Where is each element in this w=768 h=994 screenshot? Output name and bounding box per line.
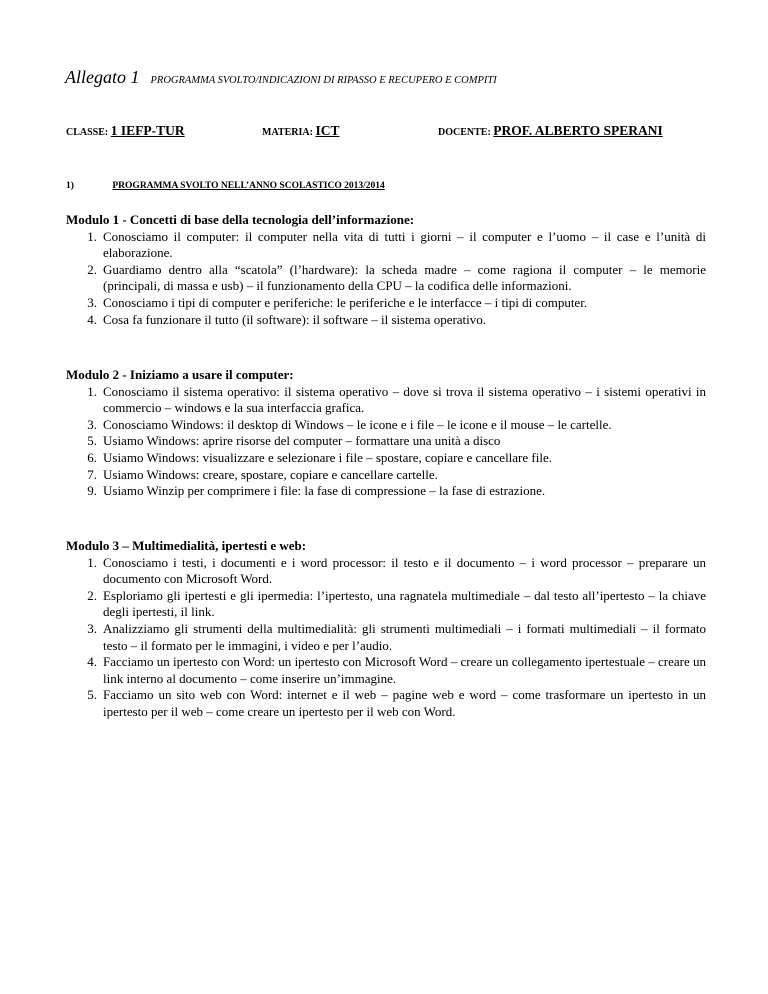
allegato-subtitle: PROGRAMMA SVOLTO/INDICAZIONI DI RIPASSO E RECUPERO E COMPITI (150, 75, 497, 86)
list-item (66, 467, 706, 484)
docente-value: PROF. ALBERTO SPERANI (493, 123, 663, 138)
item-text: Analizziamo gli strumenti della multimedialità: gli strumenti multimediali – i formati multimediali – il formato testo – il formato per le immagini, i video e per l’audio. (103, 620, 706, 653)
item-text: Conosciamo il sistema operativo: il sistema operativo – dove si trova il sistema operativo – i sistemi operativi in commercio – windows e la sua interfaccia grafica. (103, 383, 706, 416)
item-text: Conosciamo il computer: il computer nella vita di tutti i giorni – il computer e l’uomo – il case e l’unità di elaborazione. (103, 228, 706, 261)
modulo-items (66, 229, 706, 329)
item-text: Conosciamo Windows: il desktop di Windows – le icone e i file – le icone e il mouse – le cartelle. (103, 416, 612, 432)
list-item (66, 483, 706, 500)
item-number: 5. (87, 687, 97, 703)
list-item (66, 450, 706, 467)
document-header (65, 67, 497, 88)
allegato-title: Allegato 1 (65, 67, 140, 87)
item-text: Usiamo Windows: visualizzare e selezionare i file – spostare, copiare e cancellare file. (103, 449, 552, 465)
item-text: Conosciamo i testi, i documenti e i word processor: il testo e il documento – i word processor – preparare un documento con Microsoft Word. (103, 554, 706, 587)
item-number: 5. (87, 433, 97, 449)
list-item (66, 654, 706, 687)
item-text: Usiamo Windows: creare, spostare, copiare e cancellare cartelle. (103, 466, 438, 482)
item-number: 7. (87, 466, 97, 482)
item-number: 1. (87, 554, 97, 570)
modulo-2 (66, 367, 706, 500)
item-text: Cosa fa funzionare il tutto (il software): il software – il sistema operativo. (103, 311, 487, 327)
item-number: 4. (87, 311, 97, 327)
section-heading (66, 181, 385, 191)
modulo-items (66, 384, 706, 500)
item-number: 1. (87, 228, 97, 244)
item-number: 3. (87, 620, 97, 636)
modulo-items (66, 555, 706, 721)
list-item (66, 555, 706, 588)
list-item (66, 621, 706, 654)
item-text: Conosciamo i tipi di computer e periferiche: le periferiche e le interfacce – i tipi di computer. (103, 294, 588, 310)
item-text: Usiamo Windows: aprire risorse del computer – formattare una unità a disco (103, 433, 501, 449)
item-number: 3. (87, 416, 97, 432)
list-item (66, 687, 706, 720)
item-number: 3. (87, 294, 97, 310)
list-item (66, 262, 706, 295)
classe-value: 1 IEFP-TUR (110, 123, 185, 138)
item-number: 1. (87, 383, 97, 399)
item-text: Usiamo Winzip per comprimere i file: la fase di compressione – la fase di estrazione. (103, 483, 546, 499)
item-number: 9. (87, 483, 97, 499)
item-text: Facciamo un sito web con Word: internet e il web – pagine web e word – come trasformare un ipertesto in un ipertesto per il web – come creare un ipertesto per il web con Word. (103, 687, 706, 719)
item-number: 2. (87, 261, 97, 277)
list-item (66, 295, 706, 312)
list-item (66, 433, 706, 450)
modulo-title: Modulo 3 – Multimedialità, ipertesti e web: (66, 538, 307, 553)
item-text: Esploriamo gli ipertesti e gli ipermedia: l’ipertesto, una ragnatela multimediale – dal testo all’ipertesto – la chiave degli ipertesti, il link. (103, 587, 706, 620)
modulo-1 (66, 212, 706, 328)
docente-field (438, 123, 663, 139)
classe-field (66, 123, 185, 139)
list-item (66, 312, 706, 329)
classe-label: CLASSE: (66, 127, 109, 138)
materia-label: MATERIA: (262, 127, 313, 138)
list-item (66, 384, 706, 417)
modulo-title: Modulo 2 - Iniziamo a usare il computer: (66, 367, 294, 382)
item-number: 4. (87, 654, 97, 670)
materia-value: ICT (315, 123, 340, 138)
list-item (66, 417, 706, 434)
item-text: Guardiamo dentro alla “scatola” (l’hardware): la scheda madre – come ragiona il computer – le memorie (principali, di massa e usb) – il funzionamento della CPU – la codifica delle informazioni. (103, 261, 706, 294)
materia-field (262, 123, 339, 139)
list-item (66, 229, 706, 262)
modulo-title: Modulo 1 - Concetti di base della tecnologia dell’informazione: (66, 212, 415, 227)
docente-label: DOCENTE: (438, 127, 491, 138)
modulo-3 (66, 538, 706, 721)
list-item (66, 588, 706, 621)
item-text: Facciamo un ipertesto con Word: un ipertesto con Microsoft Word – creare un collegamento ipertestuale – creare un link interno al documento – come inserire un’immagine. (103, 654, 706, 686)
section-number: 1) (66, 181, 74, 191)
section-title: PROGRAMMA SVOLTO NELL’ANNO SCOLASTICO 2013/2014 (112, 181, 385, 191)
item-number: 6. (87, 449, 97, 465)
item-number: 2. (87, 587, 97, 603)
